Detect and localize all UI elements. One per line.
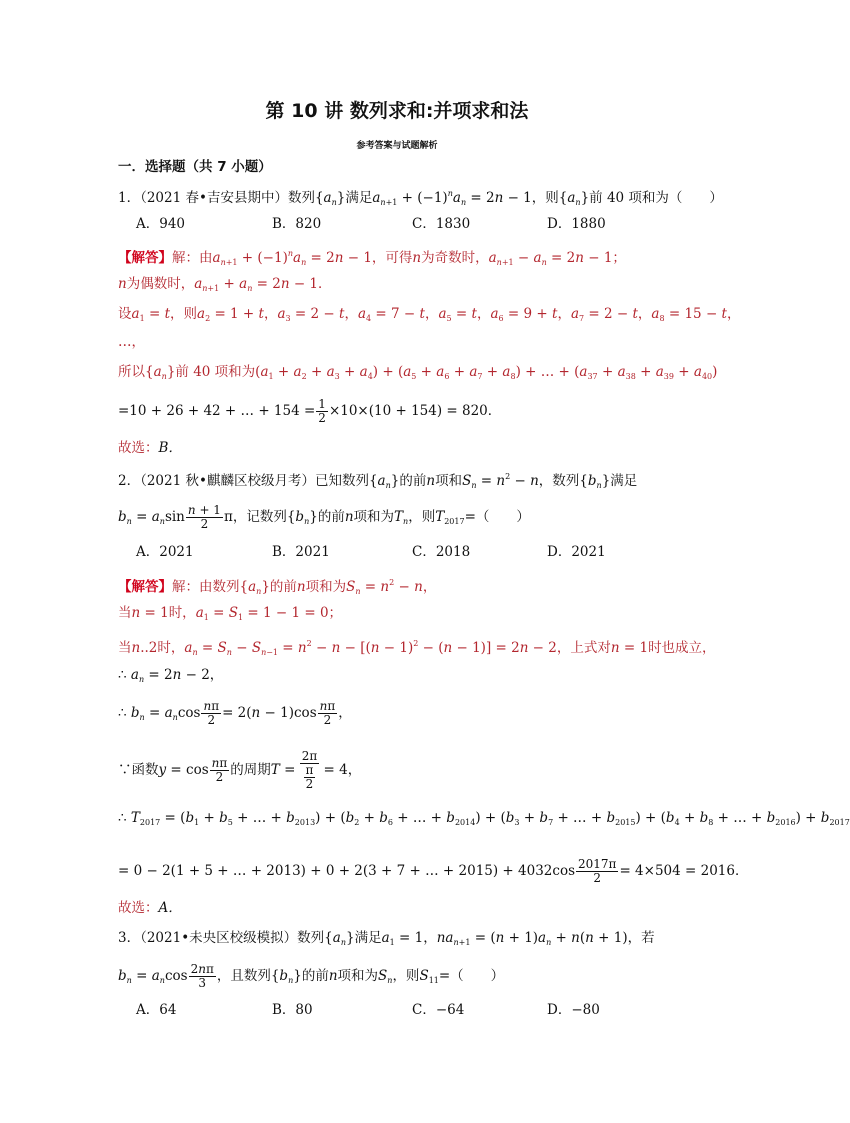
q1-option-a: A．940	[136, 216, 186, 232]
q2-answer: 故选：A．	[118, 900, 182, 916]
q1-stem: 1．（2021 春•吉安县期中）数列$\{a_n\}$满足$a_{n+1} + (-1)^na_n = 2n - 1$，则$\{a_n\}$前 40 项和为（ ）	[118, 189, 723, 207]
q1-solution-line-5: 所以$\{a_n\}$前 40 项和为$(a_1 + a_2 + a_3 + a_4) + (a_5 + a_6 + a_7 + a_8)$ + … + $(a_{37} + a_{38} + a_{39} + a_{40})$	[118, 364, 718, 381]
q2-stem-line-2: $b_n = a_n\sin$ $\frac{n + 1}{2}$ π，记数列$\{b_n\}$的前n项和为$T_n$，则$T_{2017}=$（ ）	[118, 503, 530, 531]
q1-option-c: C．1830	[412, 216, 471, 232]
q2-solution-line-7: ∴ $T_{2017} = (b_1 + b_5$ + … + $b_{2013}) + (b_2 + b_6$ + … + $b_{2014}) + (b_3 + b_7$ + … + $b_{2015}) + (b_4 + b_8$ + … + $b_{2016}) + b_{2017}$	[118, 810, 850, 827]
q2-solution-line-3: 当n..2时，$a_n = S_n - S_{n-1} = n^2 - n - [(n - 1)^2 - (n - 1)] = 2n - 2$，上式对n = 1时也成立，	[118, 639, 716, 657]
q1-solution-line-3: 设$a_1 = t$，则$a_2 = 1 + t$，$a_3 = 2 - t$，$a_4 = 7 - t$，$a_5 = t$，$a_6 = 9 + t$，$a_7 = 2 - t$，$a_8 = 15 - t$，	[118, 306, 741, 323]
q2-solution-line-1: 【解答】解：由数列$\{a_n\}$的前n项和为$S_n = n^2 - n$，	[118, 578, 437, 596]
page-subtitle: 参考答案与试题解析	[356, 141, 438, 151]
q3-stem-line-2: $b_n = a_n\cos$ $\frac{2n\pi}{3}$ ，且数列$\{b_n\}$的前n项和为$S_n$，则$S_{11}=$（ ）	[118, 962, 505, 990]
q1-solution-line-2: n为偶数时，$a_{n+1} + a_n = 2n - 1$．	[118, 276, 332, 293]
q2-solution-line-6: ∵函数y = cos $\frac{n\pi}{2}$ 的周期T = $\frac{2\pi}{\frac{\pi}{2}}$ = 4，	[118, 749, 362, 791]
q1-solution-line-1: 【解答】解：由$a_{n+1} + (-1)^na_n = 2n - 1$，可得n为奇数时，$a_{n+1} - a_n = 2n - 1$；	[118, 249, 626, 267]
section-heading: 一．选择题（共 7 小题）	[118, 159, 272, 175]
q3-option-c: C．−64	[412, 1002, 465, 1018]
q2-option-b: B．2021	[272, 544, 330, 560]
q1-answer: 故选：B．	[118, 440, 182, 456]
q1-solution-line-4: …，	[118, 334, 145, 350]
q3-stem-line-1: 3．（2021•未央区校级模拟）数列$\{a_n\}$满足$a_1 = 1$，$na_{n+1} = (n + 1)a_n + n(n + 1)$，若	[118, 930, 655, 947]
q3-option-b: B．80	[272, 1002, 313, 1018]
q1-option-d: D．1880	[547, 216, 606, 232]
q2-solution-line-2: 当n = 1时，$a_1 = S_1 = 1 - 1 = 0$；	[118, 605, 343, 622]
q2-option-c: C．2018	[412, 544, 471, 560]
q3-option-d: D．−80	[547, 1002, 600, 1018]
q1-solution-line-6: =10 + 26 + 42 + … + 154 = $\frac{1}{2}$ ×10×(10 + 154) = 820．	[118, 397, 502, 425]
q3-option-a: A．64	[136, 1002, 177, 1018]
q1-option-b: B．820	[272, 216, 322, 232]
q2-solution-line-5: ∴ $b_n = a_n\cos$ $\frac{n\pi}{2}$ = 2(n − 1)cos $\frac{n\pi}{2}$ ，	[118, 699, 352, 727]
q2-solution-line-8: = 0 − 2(1 + 5 + … + 2013) + 0 + 2(3 + 7 + … + 2015) + 4032cos $\frac{2017\pi}{2}$ = 4×504 = 2016．	[118, 857, 749, 885]
page-title: 第 10 讲 数列求和:并项求和法	[265, 100, 529, 122]
q2-solution-line-4: ∴ $a_n = 2n - 2$，	[118, 667, 224, 684]
q2-option-d: D．2021	[547, 544, 606, 560]
q2-stem-line-1: 2．（2021 秋•麒麟区校级月考）已知数列$\{a_n\}$的前n项和$S_n = n^2 - n$，数列$\{b_n\}$满足	[118, 472, 638, 490]
q2-option-a: A．2021	[136, 544, 194, 560]
